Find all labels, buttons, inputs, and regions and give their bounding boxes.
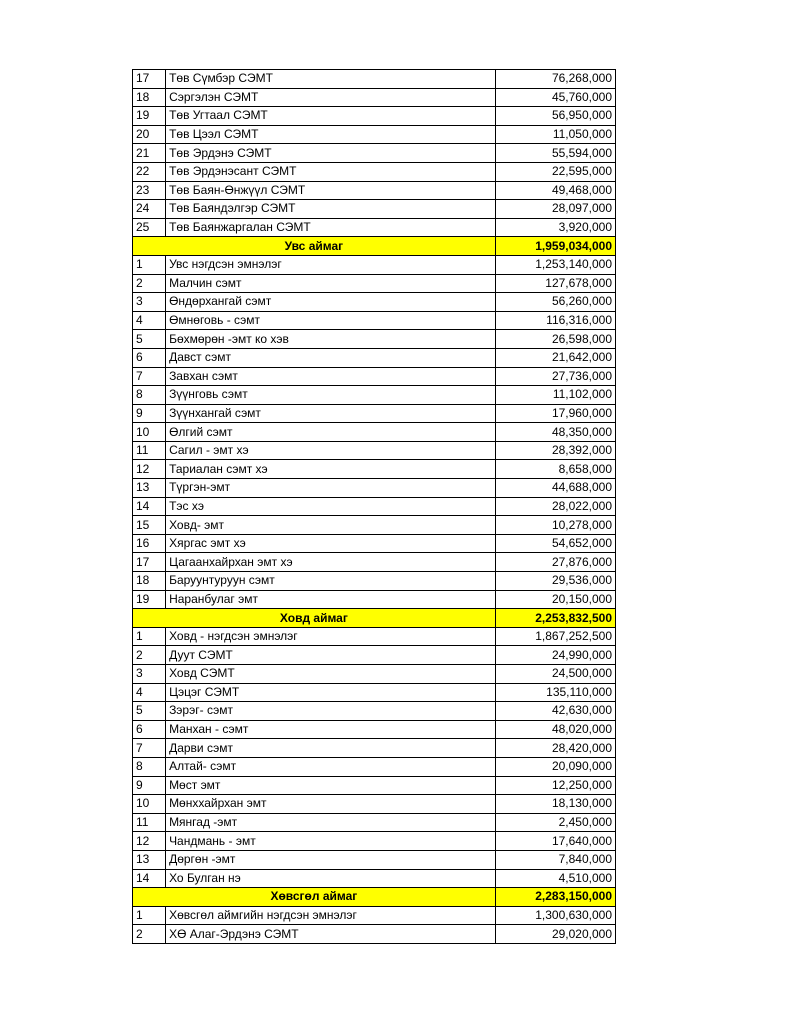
row-number: 6 bbox=[133, 348, 166, 367]
table-row bbox=[133, 813, 616, 832]
table-row bbox=[133, 88, 616, 107]
facility-name: Баруунтуруун сэмт bbox=[166, 572, 496, 591]
row-number: 6 bbox=[133, 720, 166, 739]
section-name: Увс аймаг bbox=[133, 237, 496, 256]
table-row bbox=[133, 181, 616, 200]
amount-cell: 1,253,140,000 bbox=[495, 255, 615, 274]
table-row bbox=[133, 497, 616, 516]
table-row bbox=[133, 516, 616, 535]
amount-cell: 10,278,000 bbox=[495, 516, 615, 535]
row-number: 17 bbox=[133, 553, 166, 572]
amount-cell: 17,640,000 bbox=[495, 832, 615, 851]
facility-name: Мөнххайрхан эмт bbox=[166, 795, 496, 814]
table-row bbox=[133, 479, 616, 498]
amount-cell: 135,110,000 bbox=[495, 683, 615, 702]
table-row bbox=[133, 386, 616, 405]
row-number: 14 bbox=[133, 869, 166, 888]
row-number: 2 bbox=[133, 925, 166, 944]
facility-name: Ховд- эмт bbox=[166, 516, 496, 535]
table-row bbox=[133, 665, 616, 684]
row-number: 18 bbox=[133, 572, 166, 591]
table-row bbox=[133, 107, 616, 126]
row-number: 4 bbox=[133, 683, 166, 702]
row-number: 9 bbox=[133, 404, 166, 423]
facility-name: Зүүнхангай сэмт bbox=[166, 404, 496, 423]
facility-name: Мөст эмт bbox=[166, 776, 496, 795]
row-number: 25 bbox=[133, 218, 166, 237]
row-number: 16 bbox=[133, 534, 166, 553]
amount-cell: 24,500,000 bbox=[495, 665, 615, 684]
table-row bbox=[133, 776, 616, 795]
row-number: 11 bbox=[133, 441, 166, 460]
table-row bbox=[133, 144, 616, 163]
amount-cell: 22,595,000 bbox=[495, 162, 615, 181]
facility-name: ХӨ Алаг-Эрдэнэ СЭМТ bbox=[166, 925, 496, 944]
row-number: 17 bbox=[133, 70, 166, 89]
amount-cell: 56,950,000 bbox=[495, 107, 615, 126]
facility-name: Завхан сэмт bbox=[166, 367, 496, 386]
section-row bbox=[133, 888, 616, 907]
table-row bbox=[133, 590, 616, 609]
amount-cell: 28,022,000 bbox=[495, 497, 615, 516]
facility-name: Давст сэмт bbox=[166, 348, 496, 367]
facility-name: Малчин сэмт bbox=[166, 274, 496, 293]
row-number: 21 bbox=[133, 144, 166, 163]
table-row bbox=[133, 70, 616, 89]
row-number: 2 bbox=[133, 646, 166, 665]
table-row bbox=[133, 739, 616, 758]
table-row bbox=[133, 850, 616, 869]
table-row bbox=[133, 404, 616, 423]
row-number: 3 bbox=[133, 293, 166, 312]
amount-cell: 11,102,000 bbox=[495, 386, 615, 405]
row-number: 22 bbox=[133, 162, 166, 181]
row-number: 13 bbox=[133, 850, 166, 869]
facility-name: Мянгад -эмт bbox=[166, 813, 496, 832]
amount-cell: 45,760,000 bbox=[495, 88, 615, 107]
section-row bbox=[133, 237, 616, 256]
row-number: 11 bbox=[133, 813, 166, 832]
amount-cell: 44,688,000 bbox=[495, 479, 615, 498]
amount-cell: 1,300,630,000 bbox=[495, 906, 615, 925]
facility-name: Өндөрхангай сэмт bbox=[166, 293, 496, 312]
row-number: 14 bbox=[133, 497, 166, 516]
table-row bbox=[133, 702, 616, 721]
row-number: 12 bbox=[133, 460, 166, 479]
amount-cell: 127,678,000 bbox=[495, 274, 615, 293]
budget-table-body bbox=[133, 70, 616, 944]
table-row bbox=[133, 125, 616, 144]
amount-cell: 76,268,000 bbox=[495, 70, 615, 89]
table-row bbox=[133, 162, 616, 181]
row-number: 10 bbox=[133, 423, 166, 442]
table-row bbox=[133, 293, 616, 312]
section-name: Ховд аймаг bbox=[133, 609, 496, 628]
facility-name: Хо Булган нэ bbox=[166, 869, 496, 888]
table-row bbox=[133, 348, 616, 367]
row-number: 7 bbox=[133, 367, 166, 386]
facility-name: Зэрэг- сэмт bbox=[166, 702, 496, 721]
table-row bbox=[133, 925, 616, 944]
row-number: 8 bbox=[133, 386, 166, 405]
amount-cell: 48,020,000 bbox=[495, 720, 615, 739]
section-total: 2,283,150,000 bbox=[495, 888, 615, 907]
table-row bbox=[133, 906, 616, 925]
amount-cell: 4,510,000 bbox=[495, 869, 615, 888]
facility-name: Төв Баяндэлгэр СЭМТ bbox=[166, 200, 496, 219]
row-number: 18 bbox=[133, 88, 166, 107]
table-row bbox=[133, 646, 616, 665]
row-number: 4 bbox=[133, 311, 166, 330]
row-number: 19 bbox=[133, 590, 166, 609]
facility-name: Тэс хэ bbox=[166, 497, 496, 516]
row-number: 13 bbox=[133, 479, 166, 498]
amount-cell: 55,594,000 bbox=[495, 144, 615, 163]
facility-name: Төв Эрдэнэсант СЭМТ bbox=[166, 162, 496, 181]
row-number: 5 bbox=[133, 330, 166, 349]
amount-cell: 7,840,000 bbox=[495, 850, 615, 869]
facility-name: Манхан - сэмт bbox=[166, 720, 496, 739]
row-number: 15 bbox=[133, 516, 166, 535]
row-number: 1 bbox=[133, 627, 166, 646]
section-total: 2,253,832,500 bbox=[495, 609, 615, 628]
amount-cell: 27,736,000 bbox=[495, 367, 615, 386]
table-row bbox=[133, 683, 616, 702]
facility-name: Дуут СЭМТ bbox=[166, 646, 496, 665]
table-row bbox=[133, 255, 616, 274]
table-row bbox=[133, 330, 616, 349]
facility-name: Зүүнговь сэмт bbox=[166, 386, 496, 405]
facility-name: Сэргэлэн СЭМТ bbox=[166, 88, 496, 107]
table-row bbox=[133, 460, 616, 479]
row-number: 8 bbox=[133, 757, 166, 776]
amount-cell: 3,920,000 bbox=[495, 218, 615, 237]
facility-name: Төв Эрдэнэ СЭМТ bbox=[166, 144, 496, 163]
row-number: 12 bbox=[133, 832, 166, 851]
facility-name: Дөргөн -эмт bbox=[166, 850, 496, 869]
section-name: Хөвсгөл аймаг bbox=[133, 888, 496, 907]
table-row bbox=[133, 534, 616, 553]
facility-name: Дарви сэмт bbox=[166, 739, 496, 758]
amount-cell: 20,090,000 bbox=[495, 757, 615, 776]
table-row bbox=[133, 274, 616, 293]
amount-cell: 24,990,000 bbox=[495, 646, 615, 665]
amount-cell: 49,468,000 bbox=[495, 181, 615, 200]
amount-cell: 20,150,000 bbox=[495, 590, 615, 609]
table-row bbox=[133, 311, 616, 330]
amount-cell: 29,536,000 bbox=[495, 572, 615, 591]
facility-name: Ховд - нэгдсэн эмнэлэг bbox=[166, 627, 496, 646]
row-number: 7 bbox=[133, 739, 166, 758]
amount-cell: 28,097,000 bbox=[495, 200, 615, 219]
facility-name: Увс нэгдсэн эмнэлэг bbox=[166, 255, 496, 274]
table-row bbox=[133, 218, 616, 237]
facility-name: Цэцэг СЭМТ bbox=[166, 683, 496, 702]
row-number: 10 bbox=[133, 795, 166, 814]
amount-cell: 1,867,252,500 bbox=[495, 627, 615, 646]
facility-name: Төв Баянжаргалан СЭМТ bbox=[166, 218, 496, 237]
amount-cell: 28,420,000 bbox=[495, 739, 615, 758]
table-row bbox=[133, 795, 616, 814]
row-number: 1 bbox=[133, 906, 166, 925]
table-row bbox=[133, 832, 616, 851]
table-row bbox=[133, 720, 616, 739]
row-number: 2 bbox=[133, 274, 166, 293]
amount-cell: 12,250,000 bbox=[495, 776, 615, 795]
amount-cell: 28,392,000 bbox=[495, 441, 615, 460]
row-number: 1 bbox=[133, 255, 166, 274]
amount-cell: 56,260,000 bbox=[495, 293, 615, 312]
facility-name: Чандмань - эмт bbox=[166, 832, 496, 851]
table-row bbox=[133, 200, 616, 219]
facility-name: Сагил - эмт хэ bbox=[166, 441, 496, 460]
amount-cell: 21,642,000 bbox=[495, 348, 615, 367]
facility-name: Цагаанхайрхан эмт хэ bbox=[166, 553, 496, 572]
table-row bbox=[133, 441, 616, 460]
amount-cell: 42,630,000 bbox=[495, 702, 615, 721]
section-row bbox=[133, 609, 616, 628]
facility-name: Төв Сүмбэр СЭМТ bbox=[166, 70, 496, 89]
facility-name: Түргэн-эмт bbox=[166, 479, 496, 498]
facility-name: Алтай- сэмт bbox=[166, 757, 496, 776]
amount-cell: 26,598,000 bbox=[495, 330, 615, 349]
amount-cell: 11,050,000 bbox=[495, 125, 615, 144]
facility-name: Төв Цээл СЭМТ bbox=[166, 125, 496, 144]
amount-cell: 48,350,000 bbox=[495, 423, 615, 442]
amount-cell: 2,450,000 bbox=[495, 813, 615, 832]
table-row bbox=[133, 572, 616, 591]
table-row bbox=[133, 423, 616, 442]
amount-cell: 116,316,000 bbox=[495, 311, 615, 330]
table-row bbox=[133, 553, 616, 572]
row-number: 23 bbox=[133, 181, 166, 200]
amount-cell: 17,960,000 bbox=[495, 404, 615, 423]
table-row bbox=[133, 757, 616, 776]
table-row bbox=[133, 627, 616, 646]
facility-name: Өмнөговь - сэмт bbox=[166, 311, 496, 330]
amount-cell: 54,652,000 bbox=[495, 534, 615, 553]
amount-cell: 27,876,000 bbox=[495, 553, 615, 572]
table-row bbox=[133, 367, 616, 386]
facility-name: Ховд СЭМТ bbox=[166, 665, 496, 684]
row-number: 9 bbox=[133, 776, 166, 795]
row-number: 3 bbox=[133, 665, 166, 684]
row-number: 5 bbox=[133, 702, 166, 721]
amount-cell: 18,130,000 bbox=[495, 795, 615, 814]
section-total: 1,959,034,000 bbox=[495, 237, 615, 256]
amount-cell: 8,658,000 bbox=[495, 460, 615, 479]
row-number: 24 bbox=[133, 200, 166, 219]
facility-name: Хөвсгөл аймгийн нэгдсэн эмнэлэг bbox=[166, 906, 496, 925]
facility-name: Өлгий сэмт bbox=[166, 423, 496, 442]
facility-name: Бөхмөрөн -эмт ко хэв bbox=[166, 330, 496, 349]
amount-cell: 29,020,000 bbox=[495, 925, 615, 944]
row-number: 20 bbox=[133, 125, 166, 144]
table-row bbox=[133, 869, 616, 888]
facility-name: Төв Угтаал СЭМТ bbox=[166, 107, 496, 126]
facility-name: Хяргас эмт хэ bbox=[166, 534, 496, 553]
facility-name: Наранбулаг эмт bbox=[166, 590, 496, 609]
facility-name: Төв Баян-Өнжүүл СЭМТ bbox=[166, 181, 496, 200]
budget-table bbox=[132, 69, 616, 944]
facility-name: Тариалан сэмт хэ bbox=[166, 460, 496, 479]
row-number: 19 bbox=[133, 107, 166, 126]
